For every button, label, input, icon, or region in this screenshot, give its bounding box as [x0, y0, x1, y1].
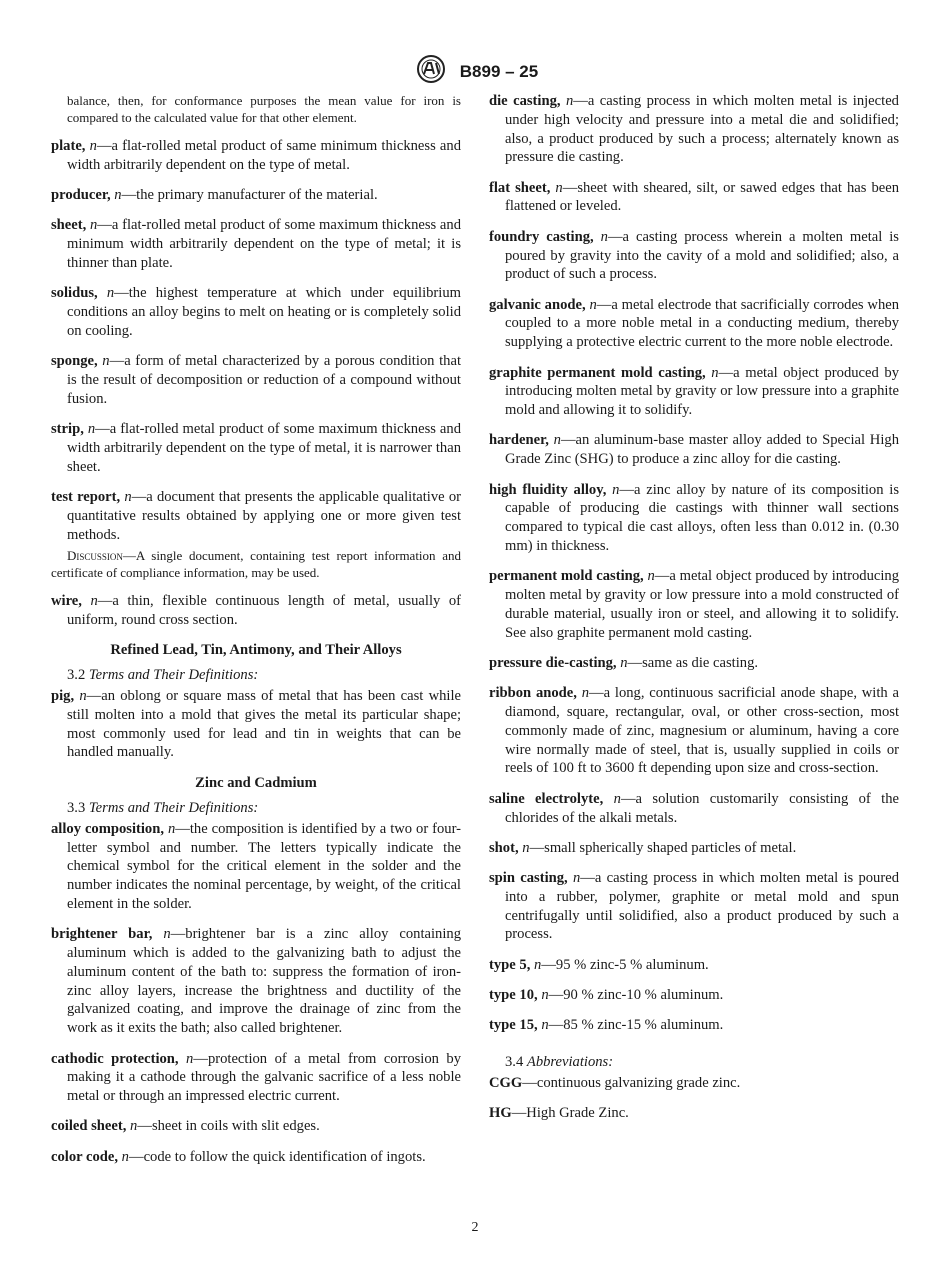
definition-text: —a long, continuous sacrificial anode shape, with a diamond, square, rectangular, oval, or other cross-section, most commonly made of zinc, magnesium or aluminum, having a core wire normally made of steel, that is, usually supplied in coils or reels of 100 ft to 3600 ft depending upon size and cross-section.	[505, 685, 899, 777]
definition-entry	[51, 284, 461, 340]
part-of-speech: n	[186, 1050, 194, 1067]
page-header	[0, 54, 950, 89]
definition-entry	[489, 839, 899, 858]
term: alloy composition,	[51, 820, 164, 837]
definition-entry	[51, 592, 461, 630]
definition-entry	[51, 488, 461, 544]
definition-entry	[489, 869, 899, 944]
definition-text: —a metal electrode that sacrificially corrodes when coupled to a more noble metal in a conducting medium, thereby supplying a protective electric current to the more noble electrode.	[505, 296, 900, 351]
subsection-title: Terms and Their Definitions:	[88, 800, 259, 817]
definition-text: —the composition is identified by a two or four-letter symbol and number. The letters typically indicate the chemical symbol for the critical element in the solder and the number indicates the nominal percentage, by weight, of the critical element in the solder.	[67, 820, 461, 912]
definition-entry	[489, 790, 899, 828]
definition-text: —a casting process in which molten metal is injected under high velocity and pressure into a metal die and solidified; also, a product produced by such a process; alternately known as pressure die casting.	[505, 93, 899, 166]
definition-entry	[51, 1050, 461, 1106]
part-of-speech: n	[163, 926, 171, 943]
definition-entry	[489, 296, 899, 352]
term: brightener bar,	[51, 926, 153, 943]
definition-text: —a form of metal characterized by a porous condition that is the result of decomposition or reduction of a compound without fusion.	[67, 353, 461, 407]
term: cathodic protection,	[51, 1050, 179, 1067]
part-of-speech: n	[572, 870, 581, 887]
astm-logo-icon	[412, 54, 450, 89]
term: flat sheet,	[489, 179, 551, 196]
definition-text: —a flat-rolled metal product of some maximum thickness and width arbitrarily dependent on the type of metal, it is narrower than sheet.	[67, 421, 461, 475]
left-column	[51, 92, 461, 1178]
term: die casting,	[489, 93, 561, 109]
part-of-speech: n	[90, 217, 98, 234]
part-of-speech: n	[167, 820, 176, 837]
definition-text: —code to follow the quick identification of ingots.	[128, 1148, 426, 1165]
part-of-speech: n	[79, 688, 87, 705]
definition-entry	[51, 137, 461, 175]
part-of-speech: n	[534, 956, 542, 973]
definition-entry	[489, 986, 899, 1005]
part-of-speech: n	[522, 839, 530, 856]
abbreviation-entry	[489, 1104, 899, 1123]
discussion-text: —A single document, containing test report information and certificate of compliance information, may be used.	[51, 547, 461, 580]
part-of-speech: n	[581, 685, 590, 702]
definition-entry	[489, 179, 899, 217]
definition-text: —continuous galvanizing grade zinc.	[522, 1074, 741, 1091]
definition-entry	[51, 1117, 461, 1136]
section-heading-zinc: Zinc and Cadmium	[195, 775, 317, 792]
subsection-number: 3.2	[67, 667, 86, 684]
part-of-speech: n	[541, 987, 549, 1004]
definition-text: —a metal object produced by introducing molten metal by gravity or low pressure into a mold constructed of durable material, usually iron or steel, and allowing it to solidify. See also graphite permanent mold casting.	[505, 568, 900, 641]
definition-text: —a metal object produced by introducing molten metal by gravity or low pressure into a graphite mold and allowing it to solidify.	[505, 364, 899, 419]
continuation-text: balance, then, for conformance purposes the mean value for iron is compared to the calculated value for that other element.	[67, 93, 461, 125]
definition-text: —same as die casting.	[627, 654, 759, 671]
definition-text: —High Grade Zinc.	[511, 1105, 629, 1122]
term: coiled sheet,	[51, 1118, 127, 1135]
term: ribbon anode,	[489, 685, 577, 702]
standard-designation: B899 – 25	[459, 61, 539, 81]
definition-entry	[51, 687, 461, 762]
term: strip,	[51, 421, 84, 438]
part-of-speech: n	[87, 421, 96, 438]
right-column	[489, 92, 899, 1135]
definition-text: —a flat-rolled metal product of same minimum thickness and width arbitrarily dependent on the type of metal.	[67, 138, 461, 173]
term: sheet,	[51, 217, 87, 234]
part-of-speech: n	[711, 364, 719, 381]
term: test report,	[51, 488, 121, 505]
definition-entry	[51, 925, 461, 1038]
term: type 15,	[489, 1017, 538, 1034]
term: type 5,	[489, 956, 531, 973]
term: pig,	[51, 688, 75, 705]
definition-text: —a zinc alloy by nature of its composition is capable of producing die castings with thinner wall sections compared to typical die cast alloys, often less than 0.012 in. (0.30 mm) in thickness.	[505, 481, 899, 554]
part-of-speech: n	[121, 1148, 129, 1165]
definition-text: —a casting process wherein a molten metal is poured by gravity into the cavity of a mold and solidified; also, a product of such a process.	[505, 228, 899, 283]
subsection-3-3	[67, 799, 461, 818]
term: color code,	[51, 1148, 119, 1165]
definition-entry	[51, 820, 461, 914]
definition-text: —brightener bar is a zinc alloy containing aluminum which is added to the galvanizing bath to adjust the aluminum content of the bath to: suppress the formation of iron-zinc alloy layers, increase the brightness and ductility of the galvanized coating, and improve the drainage of zinc from the work as it exits the bath; also called brightener.	[67, 926, 461, 1037]
term: sponge,	[51, 353, 98, 370]
definition-entry	[51, 1148, 461, 1167]
definition-entry	[51, 216, 461, 272]
part-of-speech: n	[106, 285, 115, 302]
term: saline electrolyte,	[489, 790, 604, 807]
definition-entry	[489, 364, 899, 420]
subsection-number: 3.4	[505, 1054, 524, 1071]
part-of-speech: n	[613, 790, 621, 807]
definition-entry	[489, 654, 899, 673]
definition-text: —a casting process in which molten metal is poured into a rubber, polymer, graphite or metal mold and spun centrifugally until solidified, also a product produced by such a process.	[505, 870, 899, 943]
term: galvanic anode,	[489, 296, 586, 313]
subsection-number: 3.3	[67, 800, 86, 817]
definition-text: —a thin, flexible continuous length of metal, usually of uniform, round cross section.	[67, 592, 461, 628]
definition-text: —85 % zinc-15 % aluminum.	[548, 1017, 724, 1034]
definition-entry	[51, 420, 461, 476]
definition-entry	[489, 431, 899, 469]
part-of-speech: n	[600, 228, 608, 245]
definition-entry	[489, 684, 899, 778]
part-of-speech: n	[124, 488, 132, 505]
definition-text: —a solution customarily consisting of the chlorides of the alkali metals.	[505, 790, 899, 826]
definition-entry	[489, 92, 899, 167]
definition-text: —small spherically shaped particles of metal.	[529, 839, 797, 856]
definition-text: —an oblong or square mass of metal that has been cast while still molten into a mold that gives the metal its particular shape; most commonly used for lead and tin in weights that can be handled manually.	[67, 688, 461, 761]
subsection-title: Terms and Their Definitions:	[88, 667, 259, 684]
term: hardener,	[489, 432, 549, 449]
term: solidus,	[51, 285, 98, 302]
part-of-speech: n	[130, 1118, 138, 1135]
definition-text: —the highest temperature at which under equilibrium conditions an alloy begins to melt on heating or is completely solid on cooling.	[67, 285, 461, 339]
definition-text: —the primary manufacturer of the material.	[121, 187, 378, 204]
abbreviation-list	[489, 1074, 899, 1123]
abbreviation-entry	[489, 1074, 899, 1093]
subsection-3-4	[505, 1053, 899, 1072]
discussion-note	[51, 547, 461, 581]
subsection-3-2	[67, 666, 461, 685]
part-of-speech: n	[555, 179, 563, 196]
definition-text: —95 % zinc-5 % aluminum.	[541, 956, 709, 973]
term: producer,	[51, 187, 111, 204]
definition-text: —protection of a metal from corrosion by making it a cathode through the galvanic sacrifice of a less noble metal or through an impressed electric current.	[67, 1050, 461, 1105]
definition-text: —a flat-rolled metal product of some maximum thickness and minimum width arbitrarily dependent on the type of metal; it is thinner than plate.	[67, 217, 461, 271]
part-of-speech: n	[90, 592, 98, 609]
right-definitions	[489, 92, 899, 1035]
term: foundry casting,	[489, 228, 594, 245]
term: HG	[489, 1105, 512, 1122]
definition-entry	[51, 352, 461, 408]
definition-entry	[489, 481, 899, 556]
subsection-title: Abbreviations:	[526, 1054, 614, 1071]
part-of-speech: n	[553, 432, 561, 449]
definition-entry	[489, 228, 899, 284]
term: high fluidity alloy,	[489, 481, 607, 498]
part-of-speech: n	[114, 187, 122, 204]
definition-entry	[51, 186, 461, 205]
part-of-speech: n	[541, 1017, 549, 1034]
part-of-speech: n	[565, 93, 574, 109]
term: graphite permanent mold casting,	[489, 364, 706, 381]
definition-text: —an aluminum-base master alloy added to Special High Grade Zinc (SHG) to produce a zinc alloy for die casting.	[505, 432, 899, 468]
left-definitions	[51, 137, 461, 544]
part-of-speech: n	[612, 481, 620, 498]
discussion-label: Discussion	[67, 547, 123, 563]
part-of-speech: n	[647, 568, 655, 585]
term: CGG	[489, 1074, 523, 1091]
definition-text: —sheet in coils with slit edges.	[137, 1118, 320, 1135]
page-number: 2	[471, 1220, 479, 1235]
term: shot,	[489, 839, 519, 856]
term: plate,	[51, 138, 86, 154]
definition-text: —a document that presents the applicable qualitative or quantitative results obtained by applying one or more given test methods.	[67, 488, 461, 543]
part-of-speech: n	[102, 353, 110, 370]
term: permanent mold casting,	[489, 568, 644, 585]
definition-entry	[489, 956, 899, 975]
term: spin casting,	[489, 870, 568, 887]
definition-text: —90 % zinc-10 % aluminum.	[548, 987, 724, 1004]
definition-entry	[489, 567, 899, 642]
term: type 10,	[489, 987, 538, 1004]
part-of-speech: n	[620, 654, 628, 671]
lead-definitions	[51, 687, 461, 762]
definition-entry	[489, 1016, 899, 1035]
part-of-speech: n	[589, 296, 597, 313]
zinc-definitions	[51, 820, 461, 1167]
term: pressure die-casting,	[489, 654, 617, 671]
section-heading-lead: Refined Lead, Tin, Antimony, and Their Alloys	[110, 642, 402, 659]
term: wire,	[51, 592, 82, 609]
definition-text: —sheet with sheared, silt, or sawed edges that has been flattened or leveled.	[505, 179, 900, 215]
part-of-speech: n	[89, 138, 97, 154]
